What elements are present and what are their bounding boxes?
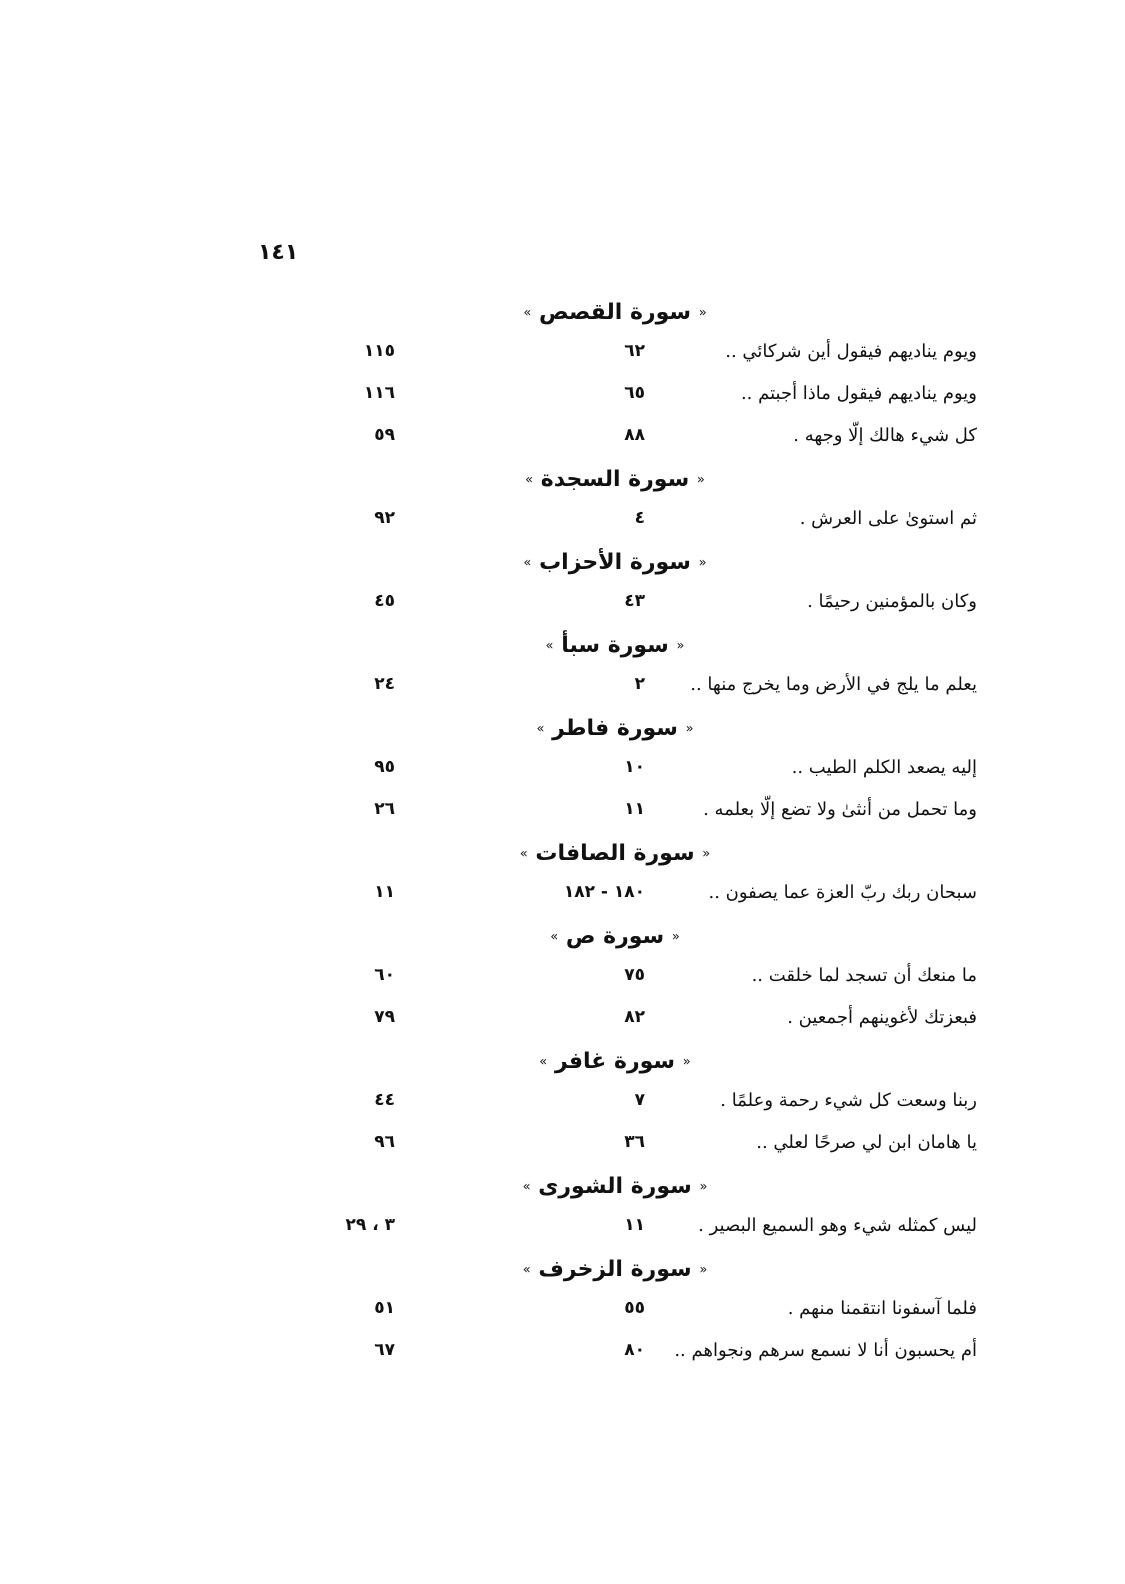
- surah-heading: « سورة ص »: [550, 924, 680, 949]
- ayah-number: ٧: [634, 1090, 645, 1110]
- verse-text: وكان بالمؤمنين رحيمًا .: [807, 591, 977, 612]
- page-reference: ٣ ، ٢٩: [345, 1215, 395, 1235]
- index-entry: [0, 749, 1125, 791]
- verse-text: يا هامان ابن لي صرحًا لعلي ..: [756, 1132, 977, 1153]
- surah-title: سورة القصص: [538, 300, 692, 325]
- surah-heading: « سورة فاطر »: [536, 716, 694, 741]
- ayah-number: ٨٠: [624, 1340, 645, 1360]
- index-entry: [0, 1290, 1125, 1332]
- index-entry: [0, 957, 1125, 999]
- surah-heading: « سورة الأحزاب »: [523, 550, 707, 575]
- page-reference: ٩٢: [374, 508, 395, 528]
- ayah-number: ١١: [624, 1215, 645, 1235]
- ayah-number: ١٠: [624, 757, 645, 777]
- page-reference: ٩٦: [374, 1132, 395, 1152]
- surah-title: سورة الأحزاب: [539, 550, 691, 575]
- verse-text: وما تحمل من أنثىٰ ولا تضع إلّا بعلمه .: [703, 799, 977, 820]
- index-entry: [0, 500, 1125, 542]
- index-entry: [0, 1082, 1125, 1124]
- index-entry: [0, 583, 1125, 625]
- index-entry: [0, 375, 1125, 417]
- page-reference: ٢٦: [374, 799, 395, 819]
- page-reference: ٦٠: [374, 965, 395, 985]
- surah-heading: « سورة الشورى »: [522, 1174, 708, 1199]
- ayah-number: ٦٢: [624, 341, 645, 361]
- index-entry: [0, 1207, 1125, 1249]
- surah-title: سورة الزخرف: [538, 1257, 692, 1282]
- surah-title: سورة سبأ: [561, 633, 669, 658]
- page-reference: ٤٤: [374, 1090, 395, 1110]
- ayah-number: ٨٨: [624, 425, 645, 445]
- surah-title: سورة ص: [565, 924, 665, 949]
- page-reference: ١١: [374, 882, 395, 902]
- ayah-number: ٨٢: [624, 1007, 645, 1027]
- surah-title: سورة الشورى: [538, 1174, 692, 1199]
- surah-heading: « سورة سبأ »: [545, 633, 685, 658]
- index-entry: [0, 999, 1125, 1041]
- ayah-number: ١١: [624, 799, 645, 819]
- index-entry: [0, 791, 1125, 833]
- ayah-number: ٤٣: [624, 591, 645, 611]
- surah-heading: « سورة غافر »: [539, 1049, 691, 1074]
- surah-title: سورة الصافات: [535, 841, 695, 866]
- index-entry: [0, 1332, 1125, 1374]
- surah-heading: « سورة الزخرف »: [522, 1257, 708, 1282]
- verse-text: ثم استوىٰ على العرش .: [799, 508, 977, 529]
- verse-text: إليه يصعد الكلم الطيب ..: [791, 757, 977, 778]
- page-reference: ٤٥: [374, 591, 395, 611]
- verse-text: فبعزتك لأغوينهم أجمعين .: [787, 1007, 977, 1028]
- page-reference: ٥١: [374, 1298, 395, 1318]
- page-reference: ١١٦: [363, 383, 395, 403]
- ayah-number: ١٨٠ - ١٨٢: [563, 882, 645, 902]
- index-entry: [0, 417, 1125, 459]
- verse-text: ويوم يناديهم فيقول أين شركائي ..: [725, 341, 977, 362]
- ayah-number: ٦٥: [624, 383, 645, 403]
- surah-title: سورة غافر: [554, 1049, 676, 1074]
- verse-index: [0, 292, 1125, 1374]
- ayah-number: ٧٥: [624, 965, 645, 985]
- index-entry: [0, 874, 1125, 916]
- page-reference: ٥٩: [374, 425, 395, 445]
- verse-text: ما منعك أن تسجد لما خلقت ..: [751, 965, 977, 986]
- verse-text: أم يحسبون أنا لا نسمع سرهم ونجواهم ..: [674, 1340, 977, 1361]
- verse-text: يعلم ما يلج في الأرض وما يخرج منها ..: [690, 674, 977, 695]
- verse-text: فلما آسفونا انتقمنا منهم .: [787, 1298, 977, 1319]
- surah-heading: « سورة الصافات »: [519, 841, 711, 866]
- ayah-number: ٢: [634, 674, 645, 694]
- index-entry: [0, 666, 1125, 708]
- ayah-number: ٥٥: [624, 1298, 645, 1318]
- verse-text: ويوم يناديهم فيقول ماذا أجبتم ..: [740, 383, 977, 404]
- ayah-number: ٣٦: [624, 1132, 645, 1152]
- verse-text: ليس كمثله شيء وهو السميع البصير .: [698, 1215, 977, 1236]
- surah-heading: « سورة القصص »: [523, 300, 707, 325]
- verse-text: كل شيء هالك إلّا وجهه .: [793, 425, 977, 446]
- index-entry: [0, 333, 1125, 375]
- page-reference: ٩٥: [374, 757, 395, 777]
- index-entry: [0, 1124, 1125, 1166]
- surah-heading: « سورة السجدة »: [525, 467, 705, 492]
- page-number: ١٤١: [258, 240, 299, 265]
- page-reference: ٧٩: [374, 1007, 395, 1027]
- surah-title: سورة فاطر: [552, 716, 678, 741]
- verse-text: ربنا وسعت كل شيء رحمة وعلمًا .: [720, 1090, 977, 1111]
- verse-text: سبحان ربك ربّ العزة عما يصفون ..: [708, 882, 977, 903]
- page-reference: ٢٤: [374, 674, 395, 694]
- ayah-number: ٤: [634, 508, 645, 528]
- page-reference: ١١٥: [363, 341, 395, 361]
- page-reference: ٦٧: [374, 1340, 395, 1360]
- surah-title: سورة السجدة: [540, 467, 690, 492]
